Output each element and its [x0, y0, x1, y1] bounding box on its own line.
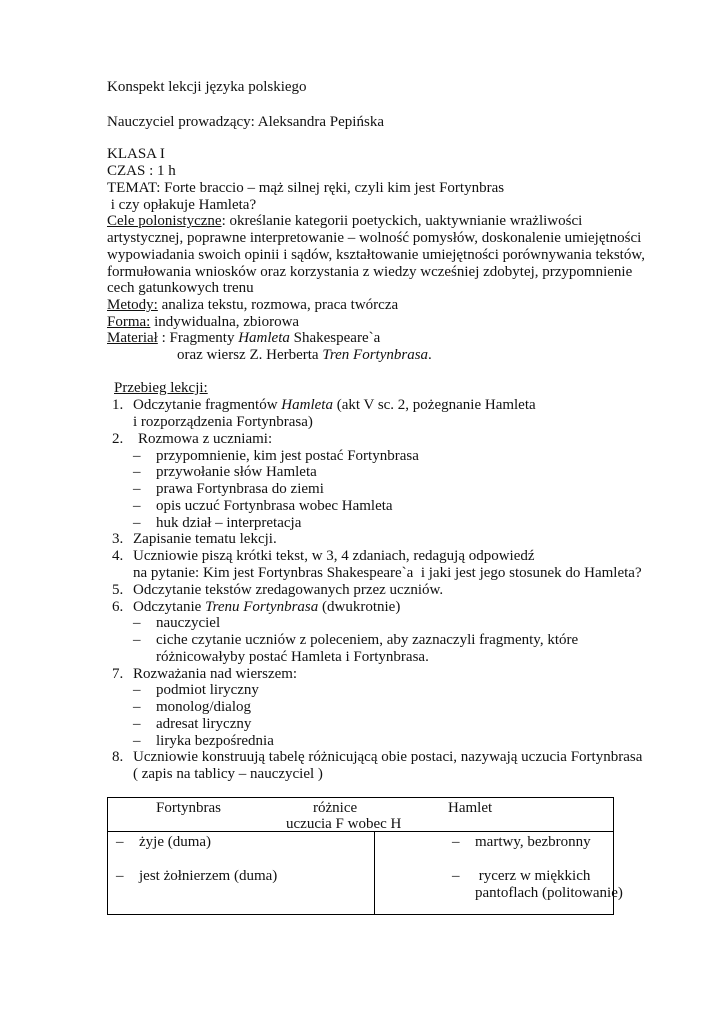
table-right-item-cont: pantoflach (politowanie): [475, 885, 623, 901]
goals-line-4: formułowania wniosków oraz korzystania z wiedzy wcześniej zdobytej, przypomnienie: [107, 264, 633, 280]
step-8: Uczniowie konstruują tabelę różnicującą obie postaci, nazywają uczucia Fortynbrasa: [133, 749, 643, 765]
methods-value: analiza tekstu, rozmowa, praca twórcza: [157, 297, 399, 313]
goals-line-3: wypowiadania swoich opinii i sądów, kształtowanie umiejętności porównywania tekstów,: [107, 247, 645, 263]
step-6-item-cont: różnicowałyby postać Hamleta i Fortynbrasa.: [156, 649, 429, 665]
step-7-item: liryka bezpośrednia: [156, 733, 274, 749]
step-4-cont: na pytanie: Kim jest Fortynbras Shakespeare`a i jaki jest jego stosunek do Hamleta?: [133, 565, 642, 581]
step-title: Trenu Fortynbrasa: [205, 599, 319, 615]
step-text: Odczytanie: [133, 599, 206, 615]
topic-line-1: TEMAT: Forte braccio – mąż silnej ręki, czyli kim jest Fortynbras: [107, 180, 505, 196]
step-number: 8.: [112, 749, 124, 765]
teacher-line: Nauczyciel prowadzący: Aleksandra Pepińska: [107, 114, 384, 130]
methods-label: Metody:: [107, 297, 158, 313]
step-2-item: huk dział – interpretacja: [156, 515, 302, 531]
bullet-dash: –: [133, 632, 141, 648]
goals-line-2: artystycznej, poprawne interpretowanie – wolność pomysłów, doskonalenie umiejętności: [107, 230, 642, 246]
step-2-item: prawa Fortynbrasa do ziemi: [156, 481, 324, 497]
bullet-dash: –: [452, 868, 460, 884]
goals-line-1: [107, 213, 582, 230]
material-label: Materiał: [107, 330, 158, 346]
step-title: Hamleta: [281, 397, 333, 413]
form-label: Forma:: [107, 314, 151, 330]
lesson-label: Przebieg lekcji:: [114, 380, 208, 396]
material-text: : Fragmenty: [157, 330, 239, 346]
step-6: [133, 599, 400, 616]
goals-line-5: cech gatunkowych trenu: [107, 280, 254, 296]
step-7-item: monolog/dialog: [156, 699, 251, 715]
step-number: 3.: [112, 531, 124, 547]
bullet-dash: –: [133, 615, 141, 631]
step-number: 1.: [112, 397, 124, 413]
goals-label: Cele polonistyczne: [107, 213, 222, 229]
table-header-hamlet: Hamlet: [448, 800, 493, 816]
table-header-fortynbras: Fortynbras: [156, 800, 221, 816]
step-6-item: ciche czytanie uczniów z poleceniem, aby zaznaczyli fragmenty, które: [156, 632, 579, 648]
step-text: (dwukrotnie): [318, 599, 401, 615]
step-2: Rozmowa z uczniami:: [138, 431, 273, 447]
step-text: (akt V sc. 2, pożegnanie Hamleta: [332, 397, 536, 413]
step-7: Rozważania nad wierszem:: [133, 666, 298, 682]
material-line-1: [107, 330, 380, 347]
bullet-dash: –: [133, 448, 141, 464]
bullet-dash: –: [133, 464, 141, 480]
material-title-tren: Tren Fortynbrasa: [322, 347, 429, 363]
time-line: CZAS : 1 h: [107, 163, 176, 179]
step-3: Zapisanie tematu lekcji.: [133, 531, 277, 547]
class-line: KLASA I: [107, 146, 165, 162]
table-column-divider: [374, 831, 375, 915]
step-1-cont: i rozporządzenia Fortynbrasa): [133, 414, 313, 430]
step-7-item: adresat liryczny: [156, 716, 252, 732]
bullet-dash: –: [133, 515, 141, 531]
material-line-2: [177, 347, 432, 364]
document-title: Konspekt lekcji języka polskiego: [107, 79, 307, 95]
table-subheader: uczucia F wobec H: [286, 816, 402, 832]
bullet-dash: –: [116, 834, 124, 850]
comparison-table: [107, 797, 623, 915]
table-header-roznice: różnice: [313, 800, 358, 816]
methods-line: [107, 297, 398, 314]
step-number: 5.: [112, 582, 124, 598]
step-2-item: przypomnienie, kim jest postać Fortynbrasa: [156, 448, 419, 464]
step-number: 2.: [112, 431, 124, 447]
bullet-dash: –: [133, 699, 141, 715]
topic-line-2: i czy opłakuje Hamleta?: [107, 197, 257, 213]
step-4: Uczniowie piszą krótki tekst, w 3, 4 zdaniach, redagują odpowiedź: [133, 548, 535, 564]
step-1: [133, 397, 536, 414]
step-number: 4.: [112, 548, 124, 564]
material-text: Shakespeare`a: [289, 330, 381, 346]
step-5: Odczytanie tekstów zredagowanych przez uczniów.: [133, 582, 444, 598]
bullet-dash: –: [116, 868, 124, 884]
form-value: indywidualna, zbiorowa: [150, 314, 300, 330]
step-2-item: opis uczuć Fortynbrasa wobec Hamleta: [156, 498, 393, 514]
material-title-hamlet: Hamleta: [238, 330, 290, 346]
bullet-dash: –: [133, 716, 141, 732]
table-right-item: rycerz w miękkich: [475, 868, 591, 884]
form-line: [107, 314, 299, 331]
goals-text-1: : określanie kategorii poetyckich, uaktywnianie wrażliwości: [221, 213, 583, 229]
table-left-item: jest żołnierzem (duma): [139, 868, 278, 884]
step-number: 6.: [112, 599, 124, 615]
bullet-dash: –: [133, 733, 141, 749]
step-6-item: nauczyciel: [156, 615, 221, 631]
table-right-item: martwy, bezbronny: [475, 834, 591, 850]
bullet-dash: –: [133, 682, 141, 698]
bullet-dash: –: [452, 834, 460, 850]
step-8-cont: ( zapis na tablicy – nauczyciel ): [133, 766, 323, 782]
bullet-dash: –: [133, 481, 141, 497]
step-2-item: przywołanie słów Hamleta: [156, 464, 317, 480]
step-number: 7.: [112, 666, 124, 682]
material-text: .: [428, 347, 432, 363]
bullet-dash: –: [133, 498, 141, 514]
table-left-item: żyje (duma): [139, 834, 212, 850]
material-text: oraz wiersz Z. Herberta: [177, 347, 323, 363]
step-7-item: podmiot liryczny: [156, 682, 259, 698]
step-text: Odczytanie fragmentów: [133, 397, 282, 413]
